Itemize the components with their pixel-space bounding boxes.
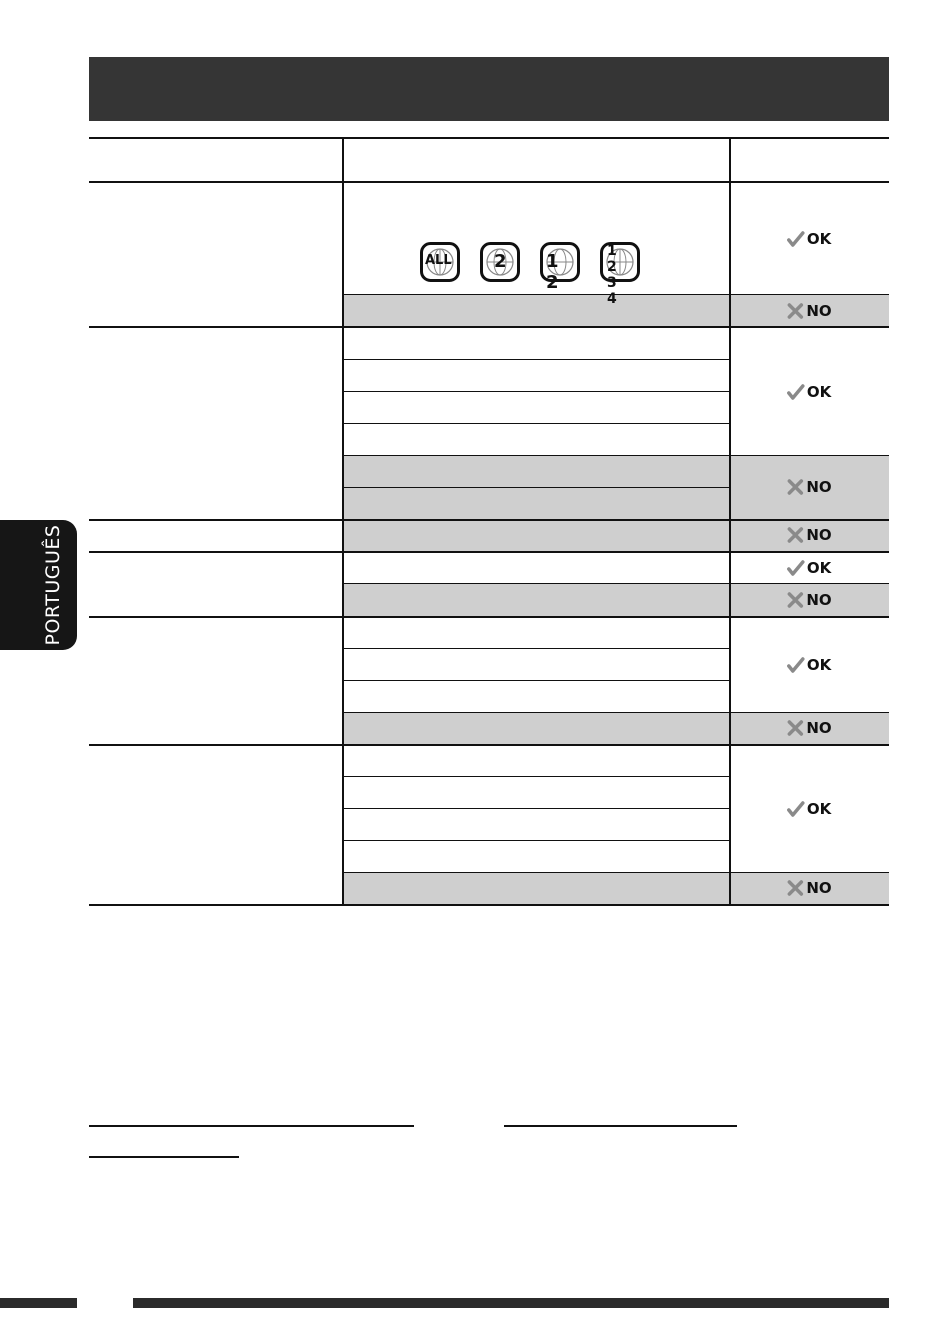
footer-bar-right	[133, 1298, 889, 1308]
ok-badge	[787, 230, 831, 248]
region-label: 1 2 3 4	[607, 243, 621, 307]
cross-icon	[786, 720, 804, 736]
no-badge	[786, 526, 831, 544]
region-12-icon	[540, 242, 580, 293]
section-header-bar	[89, 57, 889, 121]
no-badge	[786, 302, 831, 320]
no-badge	[786, 478, 831, 496]
no-label: NO	[806, 719, 832, 737]
row-rule	[343, 872, 889, 873]
ok-badge	[787, 559, 831, 577]
underline	[89, 1125, 414, 1127]
table-rule	[89, 744, 889, 746]
table-rule	[89, 519, 889, 521]
underline	[89, 1156, 239, 1158]
ok-label: OK	[806, 230, 832, 248]
checkmark-icon	[787, 801, 805, 817]
no-label: NO	[806, 591, 832, 609]
row-rule	[343, 583, 889, 584]
row-rule	[343, 712, 889, 713]
row-rule	[343, 648, 729, 649]
ok-badge	[787, 800, 831, 818]
row-rule	[343, 776, 729, 777]
region-2-icon	[480, 242, 520, 282]
region-label: 1 2	[546, 251, 561, 293]
no-label: NO	[806, 526, 832, 544]
language-side-tab	[0, 520, 77, 650]
checkmark-icon	[787, 657, 805, 673]
no-label: NO	[806, 302, 832, 320]
row-rule	[343, 808, 729, 809]
column-divider	[342, 138, 344, 905]
region-label: ALL	[425, 253, 452, 268]
ok-label: OK	[806, 383, 832, 401]
row-rule	[343, 487, 729, 488]
row-rule	[343, 680, 729, 681]
table-rule	[89, 326, 889, 328]
no-label: NO	[806, 478, 832, 496]
region-label: 2	[494, 251, 507, 272]
table-rule	[89, 137, 889, 139]
region-all-icon	[420, 242, 460, 282]
region-1234-icon	[600, 242, 640, 307]
cross-icon	[786, 880, 804, 896]
no-badge	[786, 879, 831, 897]
no-label: NO	[806, 879, 832, 897]
cross-icon	[786, 592, 804, 608]
row-rule	[343, 455, 889, 456]
underline	[504, 1125, 737, 1127]
table-rule	[89, 551, 889, 553]
cross-icon	[786, 527, 804, 543]
row-rule	[343, 391, 729, 392]
column-divider	[729, 138, 731, 905]
ok-badge	[787, 656, 831, 674]
row-rule	[343, 840, 729, 841]
table-rule	[89, 616, 889, 618]
no-badge	[786, 591, 831, 609]
no-badge	[786, 719, 831, 737]
ok-badge	[787, 383, 831, 401]
language-side-tab-label: PORTUGUÊS	[42, 524, 64, 646]
footer-bar-left	[0, 1298, 77, 1308]
row-rule	[343, 359, 729, 360]
ok-label: OK	[806, 800, 832, 818]
checkmark-icon	[787, 384, 805, 400]
ok-label: OK	[806, 656, 832, 674]
cross-icon	[786, 303, 804, 319]
ok-label: OK	[806, 559, 832, 577]
cross-icon	[786, 479, 804, 495]
checkmark-icon	[787, 560, 805, 576]
table-rule	[89, 904, 889, 906]
row-rule	[343, 423, 729, 424]
checkmark-icon	[787, 231, 805, 247]
table-rule	[89, 181, 889, 183]
